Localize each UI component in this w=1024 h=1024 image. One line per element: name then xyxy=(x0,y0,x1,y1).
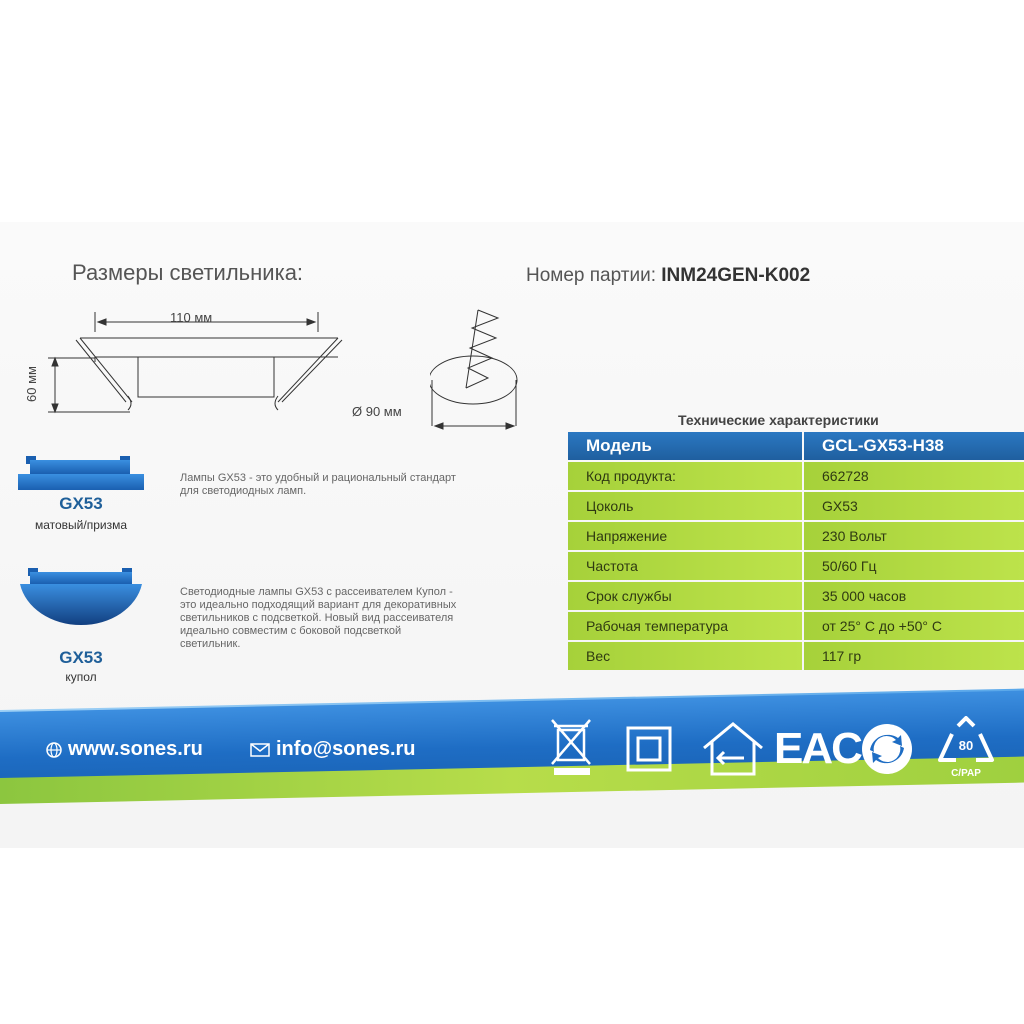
lamp-1-name: GX53 xyxy=(59,494,103,513)
cutout-drawing xyxy=(430,308,530,438)
height-dimension: 60 мм xyxy=(24,366,39,402)
batch-label: Номер партии: xyxy=(526,265,656,286)
spec-value: от 25° С до +50° С xyxy=(804,612,1024,640)
batch-number xyxy=(526,265,810,287)
table-row xyxy=(568,582,1024,610)
recycle-code: C/PAP xyxy=(951,768,981,779)
lamp-2-description: Светодиодные лампы GX53 с рассеивателем Купол - это идеально подходящий вариант для декоративных светильников с подсветкой. Новый вид рассеивателя идеально совместим с боковой подсветкой светильник. xyxy=(180,586,457,650)
batch-value: INM24GEN-K002 xyxy=(661,265,811,286)
spec-value: 230 Вольт xyxy=(804,522,1024,550)
specs-header-value: GCL-GX53-H38 xyxy=(804,432,1024,460)
email-text: info@sones.ru xyxy=(276,738,416,760)
email-link[interactable] xyxy=(250,738,416,761)
table-row xyxy=(568,612,1024,640)
spec-key: Срок службы xyxy=(568,582,802,610)
lamp-2-subtitle: купол xyxy=(65,670,97,684)
lamp-1-description: Лампы GX53 - это удобный и рациональный стандарт для светодиодных ламп. xyxy=(180,472,456,497)
spec-value: 35 000 часов xyxy=(804,582,1024,610)
website-link[interactable] xyxy=(46,738,203,761)
width-dimension: 110 мм xyxy=(170,310,213,325)
specs-table xyxy=(566,430,1024,672)
spec-key: Вес xyxy=(568,642,802,670)
dimensions-title: Размеры светильника: xyxy=(72,260,304,285)
product-info-panel xyxy=(0,222,1024,848)
spec-key: Цоколь xyxy=(568,492,802,520)
cutout-dimension: Ø 90 мм xyxy=(352,404,402,419)
specs-header-key: Модель xyxy=(568,432,802,460)
specs-title: Технические характеристики xyxy=(678,412,879,428)
spec-key: Частота xyxy=(568,552,802,580)
gx53-matte-lamp-icon xyxy=(16,454,146,494)
gx53-dome-lamp-icon xyxy=(18,562,144,642)
table-row xyxy=(568,522,1024,550)
eac-mark-icon: EAC xyxy=(774,724,861,773)
table-row xyxy=(568,552,1024,580)
spec-key: Рабочая температура xyxy=(568,612,802,640)
lamp-1-subtitle: матовый/призма xyxy=(34,518,128,532)
green-dot-icon xyxy=(860,722,914,776)
weee-bin-icon xyxy=(550,718,594,776)
recycle-number: 80 xyxy=(958,738,974,753)
spec-key: Код продукта: xyxy=(568,462,802,490)
table-row xyxy=(568,492,1024,520)
website-text: www.sones.ru xyxy=(68,738,203,760)
spec-key: Напряжение xyxy=(568,522,802,550)
double-insulation-icon xyxy=(626,726,672,772)
spec-value: GX53 xyxy=(804,492,1024,520)
table-row xyxy=(568,462,1024,490)
spec-value: 662728 xyxy=(804,462,1024,490)
specs-header-row xyxy=(568,432,1024,460)
envelope-icon xyxy=(250,742,270,758)
recycle-icon xyxy=(936,716,996,784)
indoor-use-icon xyxy=(700,720,766,778)
spec-value: 117 гр xyxy=(804,642,1024,670)
globe-icon xyxy=(46,742,62,758)
spec-value: 50/60 Гц xyxy=(804,552,1024,580)
table-row xyxy=(568,642,1024,670)
lamp-2-name: GX53 xyxy=(59,648,103,667)
